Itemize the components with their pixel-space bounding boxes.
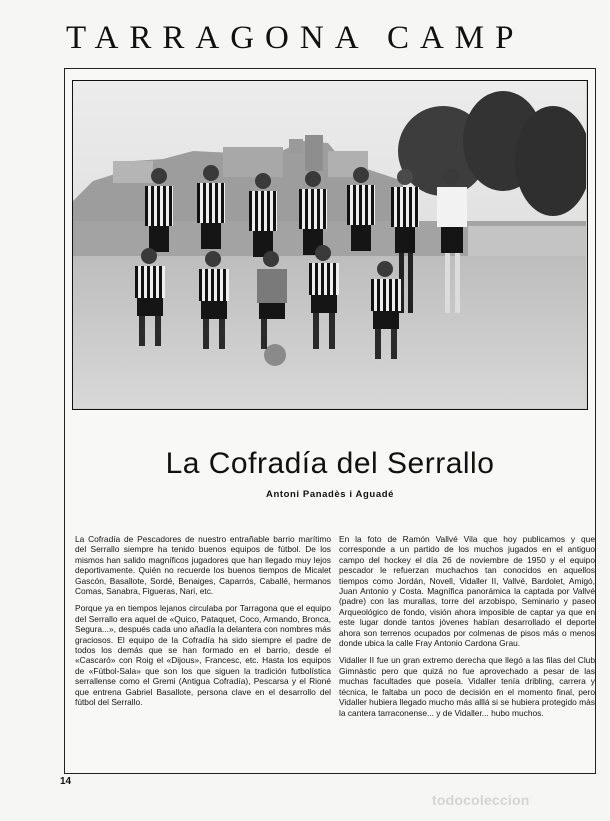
page-number: 14 xyxy=(60,776,72,787)
team-photo-icon xyxy=(73,81,586,408)
team-photo xyxy=(72,80,588,410)
watermark: todocoleccion xyxy=(432,792,530,808)
article-author: Antoni Panadès i Aguadé xyxy=(266,489,394,500)
article-column-left xyxy=(75,534,331,715)
paragraph: La Cofradía de Pescadores de nuestro entrañable barrio marítimo del Serrallo siempre ha tenido buenos equipos de fútbol. De los mismos han salido magníficos jugadores que han llegado muy lejos deportivamente. Quién no recuerde los buenos tiempos de Micalet Gascón, Basallote, Sordé, Benaiges, Caparrós, Caballé, hermanos Comas, Sanabra, Figueras, Nari, etc. xyxy=(75,534,331,597)
article-title: La Cofradía del Serrallo xyxy=(165,447,495,480)
paragraph: Vidaller II fue un gran extremo derecha que llegó a las filas del Club Gimnàstic pero que quizá no fue aprovechado a pesar de las muchas facultades que poseía. Vidaller tenía dribling, carrera y técnica, le faltaba un poco de decisión en el momento final, pero Vidaller hubiera llegado mucho más alllá si se hubiera protegido más la cantera tarraconense... y de Vidaller... hubo muchos. xyxy=(339,655,595,718)
masthead: TARRAGONA CAMP xyxy=(66,20,525,56)
article-column-right xyxy=(339,534,595,725)
paragraph: En la foto de Ramón Vallvé Vila que hoy publicamos y que corresponde a un partido de los muchos jugados en el antiguo campo del hockey el día 26 de noviembre de 1950 y el equipo pescador le refuerzan muchachos tan conocidos en aquellos tiempos como Jordán, Novell, Vidaller II, Vallvé, Bardolet, Amigó, Juan Antonio y Costa. Magnífica panorámica la captada por Vallvé (padre) con las murallas, torre del arzobispo, Seminario y paseo Arqueológico de fondo, visión ahora imposible de captar ya que en este lugar donde tantos jóvenes habían desarrollado el deporte ahora son terrenos ocupados por colmenas de pisos más o menos donde ubica la calle Fray Antonio Cardona Grau. xyxy=(339,534,595,649)
paragraph: Porque ya en tiempos lejanos circulaba por Tarragona que el equipo del Serrallo era aquel de «Quico, Pataquet, Coco, Armando, Bronca, Segura...», después cada uno añadía la delantera con nombres más graciosos. El equipo de la Cofradía ha sido siempre el padre de todos los demás que se han formado en el barrio, desde el «Cascaró» con Roig el «Dijous», Francesc, etc. Hasta los equipos de «Fútbol-Sala» que son los que siguen la tradición futbolística serrallense como el Gremi (Antigua Cofradía), Pescarsa y el Rioné que entrena Gabriel Basallote, persona clave en el desarrollo del fútbol del Serrallo. xyxy=(75,603,331,708)
